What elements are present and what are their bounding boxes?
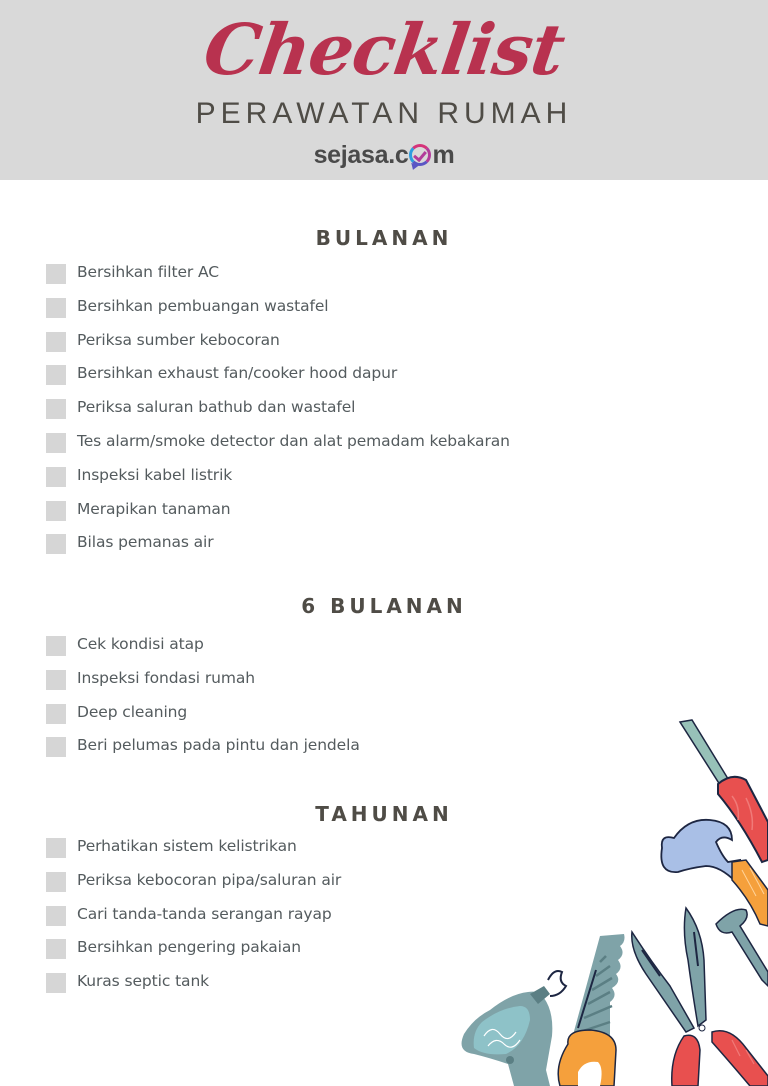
item-label: Periksa saluran bathub dan wastafel: [77, 398, 356, 417]
checkbox[interactable]: [46, 534, 66, 554]
item-label: Bersihkan pembuangan wastafel: [77, 296, 329, 315]
checklist-item[interactable]: [46, 363, 606, 397]
checklist-item[interactable]: [46, 532, 606, 566]
checkbox[interactable]: [46, 737, 66, 757]
brand-text-prefix: sejasa.c: [313, 141, 409, 169]
scissors-icon: [632, 908, 768, 1086]
item-label: Kuras septic tank: [77, 972, 210, 991]
brand-text-suffix: m: [432, 141, 455, 169]
checkbox[interactable]: [46, 939, 66, 959]
checklist-item[interactable]: [46, 465, 606, 499]
checkbox[interactable]: [46, 365, 66, 385]
checkbox[interactable]: [46, 264, 66, 284]
checkbox[interactable]: [46, 433, 66, 453]
checkbox[interactable]: [46, 636, 66, 656]
item-label: Bilas pemanas air: [77, 533, 214, 552]
item-label: Periksa kebocoran pipa/saluran air: [77, 870, 342, 889]
checkbox[interactable]: [46, 501, 66, 521]
checkbox[interactable]: [46, 467, 66, 487]
checklist-item[interactable]: [46, 668, 606, 702]
item-label: Bersihkan pengering pakaian: [77, 938, 302, 957]
checklist-bulanan: [46, 262, 606, 566]
item-label: Perhatikan sistem kelistrikan: [77, 837, 297, 855]
section-title-6-bulanan: 6 BULANAN: [301, 594, 467, 618]
checklist-item[interactable]: [46, 499, 606, 533]
item-label: Deep cleaning: [77, 702, 188, 721]
checklist-item[interactable]: [46, 397, 606, 431]
item-label: Cek kondisi atap: [77, 635, 204, 653]
item-label: Inspeksi kabel listrik: [77, 465, 233, 484]
item-label: Tes alarm/smoke detector dan alat pemadam kebakaran: [77, 431, 510, 450]
page-title: Checklist: [199, 8, 569, 91]
checkbox[interactable]: [46, 704, 66, 724]
item-label: Beri pelumas pada pintu dan jendela: [77, 736, 360, 755]
page-subtitle: PERAWATAN RUMAH: [195, 97, 573, 130]
checklist-item[interactable]: [46, 262, 606, 296]
item-label: Bersihkan filter AC: [77, 263, 219, 281]
checkbox[interactable]: [46, 399, 66, 419]
checkbox[interactable]: [46, 872, 66, 892]
checklist-item[interactable]: [46, 296, 606, 330]
item-label: Cari tanda-tanda serangan rayap: [77, 904, 332, 923]
item-label: Inspeksi fondasi rumah: [77, 668, 255, 687]
item-label: Bersihkan exhaust fan/cooker hood dapur: [77, 364, 398, 383]
section-title-tahunan: TAHUNAN: [315, 802, 453, 826]
brand-logo: [0, 138, 768, 172]
checkbox[interactable]: [46, 906, 66, 926]
checkbox[interactable]: [46, 670, 66, 690]
header-banner: [0, 0, 768, 180]
saw-icon: [558, 934, 624, 1086]
tools-illustration: [450, 710, 768, 1086]
item-label: Merapikan tanaman: [77, 499, 231, 518]
item-label: Periksa sumber kebocoran: [77, 330, 280, 349]
check-bubble-icon: [409, 144, 431, 166]
checkbox[interactable]: [46, 298, 66, 318]
checkbox[interactable]: [46, 838, 66, 858]
checkbox[interactable]: [46, 332, 66, 352]
checklist-item[interactable]: [46, 330, 606, 364]
checklist-item[interactable]: [46, 431, 606, 465]
checkbox[interactable]: [46, 973, 66, 993]
checklist-item[interactable]: [46, 634, 606, 668]
drill-icon: [462, 971, 566, 1086]
section-title-bulanan: BULANAN: [315, 226, 453, 250]
